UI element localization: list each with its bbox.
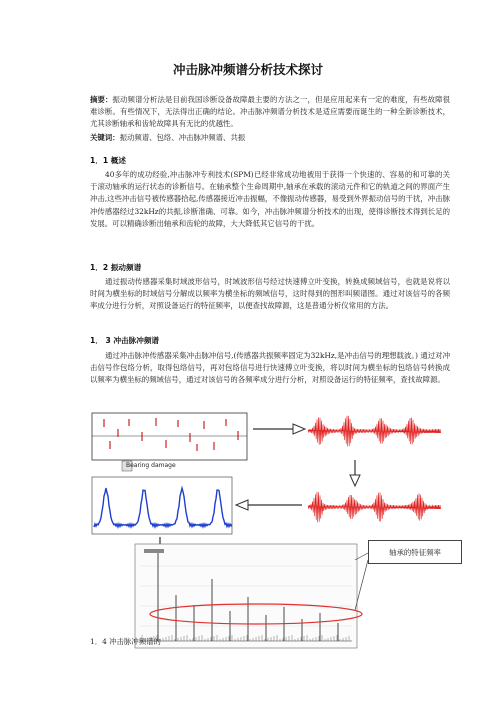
section-heading-overview: 1．1 概述	[90, 156, 126, 165]
paper-title: 冲击脉冲频谱分析技术探讨	[172, 62, 323, 77]
section-text-shock-pulse: 通过冲击脉冲传感器采集冲击脉冲信号,(传感器共振频率固定为32kHz,是冲击信号的理想载波。) 通过对冲击信号作包络分析，取得包络信号，再对包络信号进行快速傅立叶变换，将以时间为横坐标的包络信号转换成以频率为横坐标的频域信号，通过对该信号的各频率成分进行分析，对照设备运行的特征频率，查找故障源。	[90, 351, 450, 385]
section-heading-1-4: 1．4 冲击脉冲频谱的	[90, 637, 161, 646]
pulse-train-panel	[92, 413, 247, 460]
keywords-label: 关键词：	[90, 133, 120, 142]
abstract-text: 振动频谱分析法是目前我国诊断设备故障最主要的方法之一，但是应用起来有一定的难度，有些故障很难诊断。有些情况下，无法得出正确的结论。冲击脉冲频谱分析技术是适应需要而诞生的一种全新诊断技术，尤其诊断轴承和齿轮故障具有无比的优越性。	[90, 95, 450, 129]
bearing-damage-label: Bearing damage	[126, 462, 176, 469]
abstract-label: 摘要：	[90, 95, 113, 104]
section-heading-shock-pulse: 1． 3 冲击脉冲频谱	[90, 336, 160, 345]
spectrum-panel	[135, 544, 357, 648]
spectrum-header-bar	[144, 549, 164, 553]
rectified-signal-red	[308, 492, 441, 522]
section-text-vibration: 通过振动传感器采集时域波形信号，时域波形信号经过快速傅立叶变换，转换成频域信号，也就是说将以时间为横坐标的时域信号分解成以频率为横坐标的频域信号，这时得到的图形叫频谱图。通过对该信号的各频率成分进行分析，对照设备运行的特征频率，以便查找故障源，这是普通分析仪常用的方法。	[90, 277, 450, 311]
carrier-signal-red	[308, 416, 441, 447]
section-heading-vibration: 1．2 振动频谱	[90, 263, 142, 272]
section-text-overview: 40多年的成功经验,冲击脉冲专利技术(SPM)已经非常成功地被用于获得一个快速的、容易的和可靠的关于滚动轴承的运行状态的诊断信号。在轴承整个生命周期中,轴承在承载的滚动元件和它的轨道之间的界面产生冲击,这些冲击信号被传感器拾起,传感器接近冲击振幅，不像振动传感器，易受到外界振动信号的干扰，冲击脉冲传感器经过32kHz的共振,诊断准确、可靠。如今，冲击脉冲频谱分析技术的出现，使得诊断技术得到长足的发展。可以精确诊断出轴承和齿轮的故障，大大降低其它信号的干扰。	[90, 170, 450, 228]
bearing-frequency-callout: 轴承的特征频率	[368, 540, 462, 564]
keywords-text: 振动频谱、包络、冲击脉冲频谱、共振	[119, 133, 246, 142]
